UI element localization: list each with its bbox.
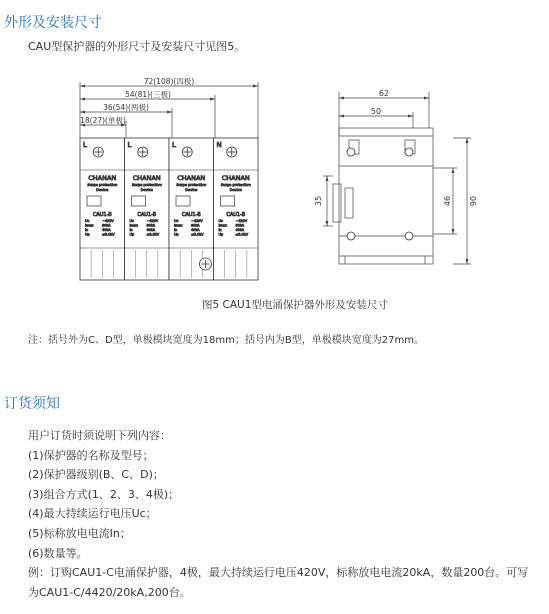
pole-module	[80, 138, 125, 280]
spec-value: ≤3.0kV	[191, 232, 204, 237]
spec-key: In	[85, 228, 89, 232]
ordering-line: (1)保护器的名称及型号；	[28, 449, 154, 462]
figure-caption: 图5 CAU1型电涌保护器外形及安装尺寸	[202, 299, 388, 311]
spec-key: Up	[174, 232, 179, 237]
spec-value: ~420V	[146, 219, 159, 223]
product-line: Device	[96, 188, 109, 192]
spec-key: Uc	[218, 219, 223, 223]
spec-key: In	[174, 228, 178, 232]
spec-value: ~420V	[235, 219, 248, 223]
spec-key: Imax	[218, 223, 227, 228]
spec-value: 40kA	[191, 228, 200, 232]
spec-value: ~420V	[191, 219, 203, 223]
terminal-label: L	[127, 141, 132, 149]
terminal-label: L	[83, 141, 87, 149]
spec-value: 40kA	[235, 228, 245, 232]
ordering-line: 例：订购CAU1-C电涌保护器，4极，最大持续运行电压420V，标称放电电流20kA，数量200台。可写	[28, 566, 529, 579]
brand-label: CHANAN	[88, 174, 117, 182]
product-line: Surge protective	[87, 183, 118, 187]
dim-side-left: 35	[314, 195, 323, 207]
spec-value: 80kA	[235, 223, 245, 228]
pole-module	[125, 138, 170, 280]
terminal-label: L	[172, 141, 176, 149]
dim-one-pole: 18(27)(单极)	[80, 116, 126, 125]
spec-value: 80kA	[191, 223, 200, 228]
ordering-line: (6)数量等。	[28, 547, 88, 560]
status-window	[221, 196, 235, 206]
front-view-drawing	[70, 76, 270, 286]
spec-key: Imax	[129, 223, 138, 228]
spec-key: Up	[129, 232, 135, 237]
spec-key: Uc	[85, 219, 90, 223]
dim-side-height: 90	[469, 195, 478, 207]
spec-value: 80kA	[146, 223, 156, 228]
dim-side-width: 62	[378, 89, 390, 98]
pole-module	[214, 138, 259, 280]
note-text: 注：括号外为C、D型，单极模块宽度为18mm；括号内为B型，单极模块宽度为27mm。	[28, 335, 424, 346]
spec-key: Up	[218, 232, 224, 237]
spec-key: In	[218, 228, 222, 232]
model-label: CAU1-B	[181, 212, 201, 218]
product-line: Surge protective	[131, 183, 162, 187]
product-line: Device	[229, 188, 242, 192]
status-window	[132, 196, 146, 206]
ordering-line: 为CAU1-C/4420/20kA,200台。	[28, 586, 191, 599]
spec-value: ~420V	[102, 219, 114, 223]
brand-label: CHANAN	[132, 174, 161, 182]
terminal-label: N	[216, 141, 222, 149]
model-label: CAU1-B	[226, 212, 246, 218]
spec-key: Uc	[174, 219, 179, 223]
section-heading-dimensions: 外形及安装尺寸	[4, 15, 102, 31]
side-view-drawing	[305, 88, 480, 283]
spec-key: Imax	[174, 223, 183, 228]
spec-value: 40kA	[102, 228, 111, 232]
brand-label: CHANAN	[221, 174, 250, 182]
product-line: Device	[185, 188, 198, 192]
spec-value: 40kA	[146, 228, 156, 232]
spec-value: ≤3.0kV	[146, 232, 160, 237]
spec-value: ≤3.0kV	[102, 232, 115, 237]
status-window	[87, 196, 101, 206]
ordering-line: (5)标称放电电流In；	[28, 527, 131, 540]
section-heading-ordering: 订货须知	[4, 396, 60, 412]
ordering-line: (4)最大持续运行电压Uc；	[28, 507, 157, 520]
spec-key: Up	[85, 232, 90, 237]
spec-value: 80kA	[102, 223, 111, 228]
ordering-line: 用户订货时须说明下列内容：	[28, 429, 171, 442]
product-line: Surge protective	[176, 183, 207, 187]
spec-key: In	[129, 228, 133, 232]
dim-side-mid: 46	[443, 195, 452, 207]
intro-text: CAU型保护器的外形尺寸及安装尺寸见图5。	[28, 40, 246, 53]
dim-two-pole: 36(54)(两极)	[103, 103, 149, 112]
dim-three-pole: 54(81)(三极)	[125, 90, 171, 99]
dim-side-inner: 50	[370, 107, 382, 116]
product-line: Device	[140, 188, 153, 192]
brand-label: CHANAN	[177, 174, 206, 182]
spec-key: Imax	[85, 223, 94, 228]
dim-four-pole: 72(108)(四极)	[143, 77, 195, 86]
ordering-line: (2)保护器级别(B、C、D)；	[28, 468, 164, 481]
spec-value: ≤3.0kV	[235, 232, 249, 237]
product-line: Surge protective	[220, 183, 251, 187]
model-label: CAU1-B	[137, 212, 157, 218]
ordering-line: (3)组合方式(1、2、3、4极)；	[28, 488, 180, 501]
spec-key: Uc	[129, 219, 134, 223]
status-window	[176, 196, 190, 206]
model-label: CAU1-B	[92, 212, 112, 218]
